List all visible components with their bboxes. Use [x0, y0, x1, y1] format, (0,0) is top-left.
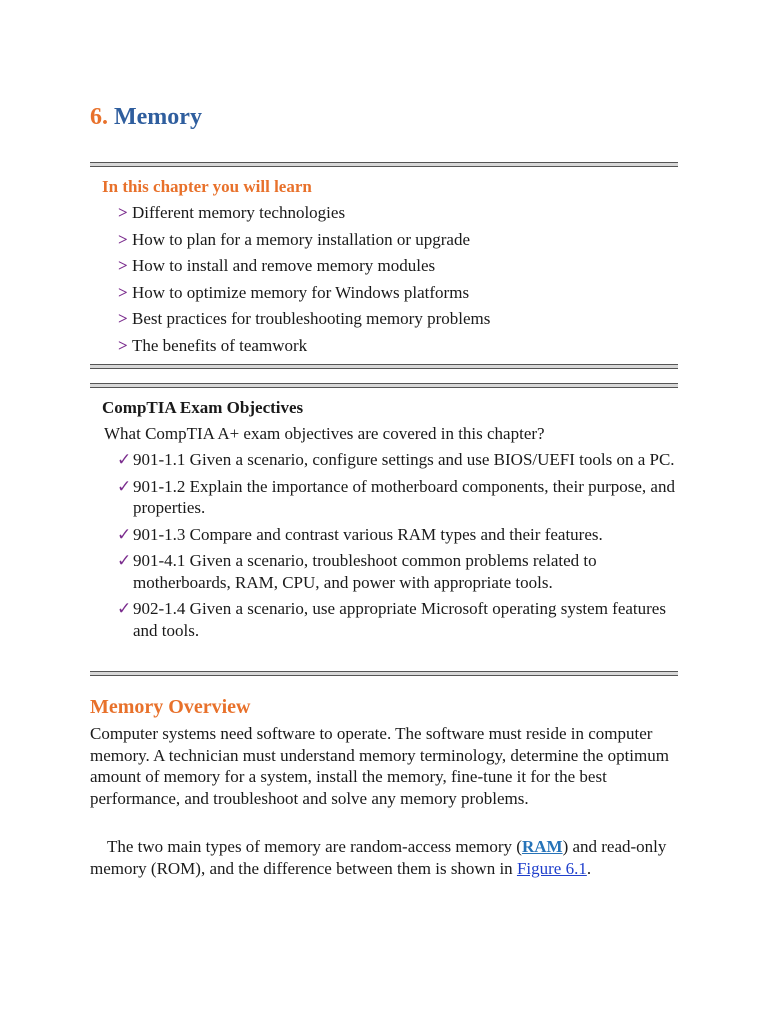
chapter-title	[90, 101, 202, 133]
learn-item	[118, 254, 490, 281]
learn-item-text: How to optimize memory for Windows platforms	[132, 282, 470, 302]
learn-box-heading: In this chapter you will learn	[102, 177, 312, 196]
checkmark-icon: ✓	[117, 599, 132, 618]
objectives-box-heading: CompTIA Exam Objectives	[102, 398, 304, 417]
section-heading: Memory Overview	[90, 696, 251, 718]
objective-item	[117, 476, 677, 519]
learn-item	[118, 334, 490, 361]
learn-box-top-rule	[90, 162, 678, 167]
checkmark-icon: ✓	[117, 524, 132, 544]
objectives-box-top-rule	[90, 383, 678, 388]
bullet-arrow-icon: >	[118, 256, 128, 276]
bullet-arrow-icon: >	[118, 229, 128, 249]
paragraph-text: The two main types of memory are random-access memory (	[107, 837, 522, 856]
objectives-box-bottom-rule	[90, 671, 678, 676]
learn-item	[118, 281, 490, 308]
learn-list	[118, 201, 490, 361]
objective-item	[117, 449, 677, 471]
paragraph-text: ) and read-only memory (ROM), and the difference between them is shown in	[90, 837, 667, 878]
chapter-name: Memory	[114, 104, 202, 130]
objective-item-text: 901-4.1 Given a scenario, troubleshoot common problems related to motherboards, RAM, CPU, and power with appropriate tools.	[133, 551, 597, 592]
overview-paragraph-2	[90, 836, 682, 879]
objective-item	[117, 550, 677, 593]
learn-item-text: How to install and remove memory modules	[132, 256, 436, 276]
learn-box-bottom-rule	[90, 364, 678, 369]
learn-item-text: The benefits of teamwork	[132, 335, 308, 355]
learn-item-text: How to plan for a memory installation or upgrade	[132, 229, 471, 249]
overview-paragraph-1: Computer systems need software to operate. The software must reside in computer memory. A technician must understand memory terminology, determine the optimum amount of memory for a system, install the memory, fine-tune it for the best performance, and troubleshoot and solve any memory problems.	[90, 724, 669, 808]
objective-item-text: 901-1.1 Given a scenario, configure settings and use BIOS/UEFI tools on a PC.	[133, 450, 675, 469]
objective-item-text: 901-1.3 Compare and contrast various RAM types and their features.	[133, 524, 603, 544]
bullet-arrow-icon: >	[118, 309, 128, 329]
checkmark-icon: ✓	[117, 476, 132, 496]
chapter-number: 6.	[90, 104, 108, 130]
objectives-list	[117, 449, 677, 646]
ram-term-link[interactable]: RAM	[521, 837, 563, 856]
learn-item	[118, 228, 490, 255]
learn-item-text: Different memory technologies	[132, 203, 346, 222]
checkmark-icon: ✓	[117, 450, 132, 469]
paragraph-text: .	[586, 858, 592, 878]
learn-item	[118, 201, 490, 228]
objective-item	[117, 598, 677, 641]
learn-item	[118, 307, 490, 334]
figure-link[interactable]: Figure 6.1	[516, 858, 587, 878]
objectives-intro: What CompTIA A+ exam objectives are covered in this chapter?	[104, 424, 545, 443]
learn-item-text: Best practices for troubleshooting memory problems	[132, 309, 491, 329]
bullet-arrow-icon: >	[118, 335, 128, 355]
objective-item-text: 902-1.4 Given a scenario, use appropriate Microsoft operating system features and tools.	[133, 599, 666, 640]
checkmark-icon: ✓	[117, 551, 132, 570]
objective-item-text: 901-1.2 Explain the importance of motherboard components, their purpose, and properties.	[133, 476, 675, 517]
objective-item	[117, 524, 677, 546]
bullet-arrow-icon: >	[118, 203, 128, 222]
bullet-arrow-icon: >	[118, 282, 128, 302]
